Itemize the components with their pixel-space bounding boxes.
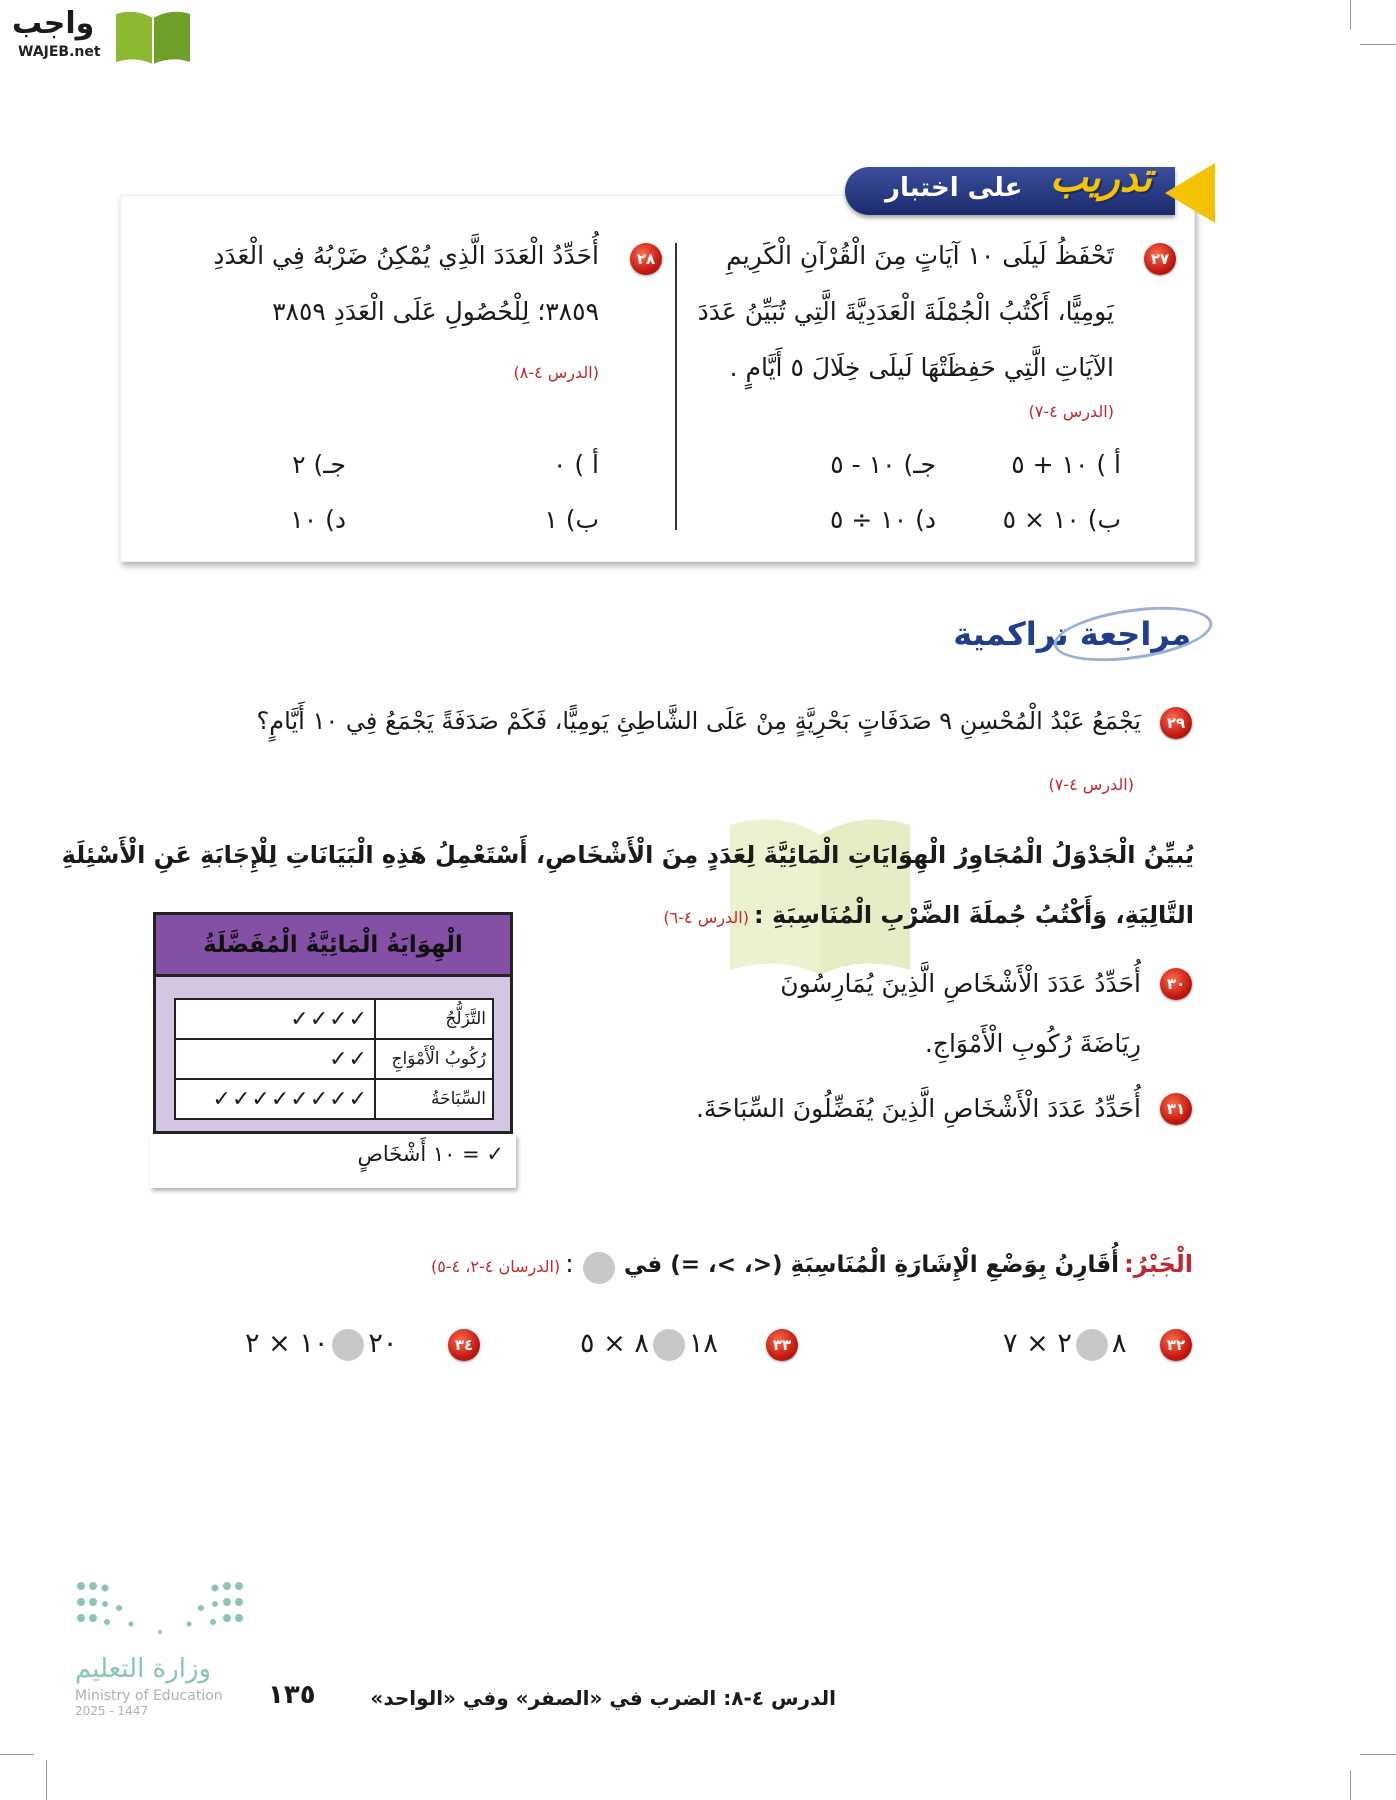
lesson-reference: (الدرسان ٤-٢، ٤-٥)	[430, 1257, 561, 1276]
row-label: التَّزَلُّجُ	[375, 999, 493, 1039]
lesson-reference: (الدرس ٤-٧)	[1048, 775, 1134, 794]
ministry-name-ar: وزارة التعليم	[75, 1654, 212, 1684]
comparison-right: ١٨	[688, 1328, 718, 1359]
table-intro-text: التَّالِيَةِ، وَأَكْتُبُ جُملَةَ الضَّرْبِ الْمُنَاسِبَةِ :	[754, 901, 1194, 929]
question-27-line: تَحْفَظُ لَيلَى ١٠ آيَاتٍ مِنَ الْقُرْآنِ الْكَرِيمِ	[726, 241, 1114, 270]
option-d[interactable]: د) ١٠	[290, 505, 346, 534]
table-intro-line: يُبيِّنُ الْجَدْوَلُ الْمُجَاوِرُ الْهِوَايَاتِ الْمَائِيَّةَ لِعَدَدٍ مِنَ الْأَشْخَاصِ، أَسْتَعْمِلُ هَذِهِ الْبَيَانَاتِ لِلْإِجَابَةِ عَنِ الْأَسْئِلَةِ	[61, 841, 1194, 869]
comparison-right: ٢٠	[368, 1328, 398, 1359]
table-legend: ✓ = ١٠ أَشْخَاصٍ	[150, 1134, 516, 1188]
year-label: 2025 - 1447	[75, 1704, 149, 1718]
option-b[interactable]: ب) ١	[544, 505, 599, 534]
logo-arabic-text: واجب	[12, 6, 95, 41]
ministry-name-en: Ministry of Education	[75, 1688, 223, 1704]
row-label: السِّبَاحَةُ	[375, 1079, 493, 1119]
question-number-badge: ٢٨	[630, 243, 662, 275]
blank-circle-icon	[583, 1252, 615, 1284]
crop-mark	[46, 1760, 47, 1800]
banner-title: تدريب	[1050, 155, 1152, 201]
answer-circle[interactable]	[653, 1329, 685, 1361]
question-number-badge: ٢٧	[1144, 243, 1176, 275]
crop-mark	[1350, 1770, 1351, 1800]
question-number-badge: ٣١	[1160, 1093, 1192, 1125]
row-label: رُكُوبُ الْأَمْوَاجِ	[375, 1039, 493, 1079]
algebra-instructions	[431, 1250, 1193, 1284]
lesson-reference: (الدرس ٤-٦)	[663, 908, 749, 927]
option-a[interactable]: أ ) ١٠ + ٥	[1011, 450, 1121, 479]
table-title: الْهِوَايَةُ الْمَائِيَّةُ الْمُفَضَّلَةُ	[156, 915, 510, 977]
answer-circle[interactable]	[332, 1329, 364, 1361]
answer-circle[interactable]	[1076, 1329, 1108, 1361]
question-28-line: ٣٨٥٩؛ لِلْحُصُولِ عَلَى الْعَدَدِ ٣٨٥٩	[272, 297, 599, 326]
open-book-icon	[112, 8, 194, 66]
option-d[interactable]: د) ١٠ ÷ ٥	[830, 505, 936, 534]
colon: :	[565, 1249, 574, 1278]
cumulative-review-heading	[953, 615, 1191, 653]
lesson-reference: (الدرس ٤-٨)	[513, 363, 599, 382]
crop-mark	[1360, 44, 1396, 45]
comparison-32	[1003, 1328, 1126, 1361]
crop-mark	[1360, 1754, 1396, 1755]
option-c[interactable]: جـ) ١٠ - ٥	[830, 450, 936, 479]
table-intro-line-2	[663, 902, 1194, 928]
column-divider	[675, 243, 677, 530]
crop-mark	[0, 1754, 34, 1755]
algebra-label: الْجَبْرُ:	[1124, 1250, 1193, 1278]
question-number-badge: ٣٤	[448, 1329, 480, 1361]
lesson-reference: (الدرس ٤-٧)	[1028, 402, 1114, 421]
banner-subtitle: على اختبار	[885, 173, 1023, 203]
logo-latin-text: WAJEB.net	[18, 44, 101, 60]
comparison-33	[580, 1328, 718, 1361]
footer-lesson-title: الدرس ٤-٨: الضرب في «الصفر» وفي «الواحد»	[370, 1686, 836, 1710]
algebra-text: أُقَارِنُ بِوَضْعِ الْإِشَارَةِ الْمُنَاسِبَةِ (<، >، =) في	[623, 1252, 1120, 1278]
question-27-line: الآيَاتِ الَّتِي حَفِظَتْهَا لَيلَى خِلَالَ ٥ أَيَّامٍ .	[729, 353, 1114, 382]
option-c[interactable]: جـ) ٢	[292, 450, 346, 479]
question-27-line: يَومِيًّا، أَكْتُبُ الْجُمْلَةَ الْعَدَدِيَّةَ الَّتِي تُبَيِّنُ عَدَدَ	[697, 297, 1114, 326]
option-b[interactable]: ب) ١٠ × ٥	[1002, 505, 1121, 534]
comparison-right: ٨	[1111, 1328, 1127, 1359]
water-hobbies-table	[153, 912, 513, 1134]
cumulative-review-title: مراجعة تراكمية	[953, 615, 1191, 653]
wajeb-logo[interactable]	[8, 4, 190, 66]
table-row	[175, 1079, 493, 1119]
question-number-badge: ٣٠	[1160, 968, 1192, 1000]
comparison-left: ٨ × ٥	[580, 1328, 649, 1359]
ministry-dots-icon	[75, 1580, 245, 1640]
question-28-line: أُحَدِّدُ الْعَدَدَ الَّذِي يُمْكِنُ ضَرْبُهُ فِي الْعَدَدِ	[213, 241, 599, 270]
question-number-badge: ٣٣	[766, 1329, 798, 1361]
crop-mark	[1350, 0, 1351, 30]
table-row	[175, 1039, 493, 1079]
page-number: ١٣٥	[268, 1680, 316, 1710]
question-31-text: أُحَدِّدُ عَدَدَ الْأَشْخَاصِ الَّذِينَ يُفَضِّلُونَ السِّبَاحَةَ.	[695, 1094, 1141, 1123]
comparison-left: ٢ × ٧	[1003, 1328, 1072, 1359]
table-row	[175, 999, 493, 1039]
comparison-34	[245, 1328, 397, 1361]
question-29-text: يَجْمَعُ عَبْدُ الْمُحْسِنِ ٩ صَدَفَاتٍ بَحْرِيَّةٍ مِنْ عَلَى الشَّاطِئِ يَومِيًّا، فَكَمْ صَدَفَةً يَجْمَعُ فِي ١٠ أَيَّامٍ؟	[256, 707, 1141, 735]
comparison-left: ١٠ × ٢	[245, 1328, 329, 1359]
test-practice-banner	[845, 155, 1215, 219]
row-tally: ✓✓✓✓	[175, 999, 375, 1039]
ministry-logo	[75, 1580, 255, 1735]
row-tally: ✓✓	[175, 1039, 375, 1079]
question-30-line: رِيَاضَةَ رُكُوبِ الْأَمْوَاجِ.	[924, 1029, 1141, 1058]
triangle-icon	[1165, 163, 1215, 223]
question-number-badge: ٣٢	[1160, 1329, 1192, 1361]
option-a[interactable]: أ ) ٠	[552, 450, 599, 479]
row-tally: ✓✓✓✓✓✓✓✓	[175, 1079, 375, 1119]
question-number-badge: ٢٩	[1160, 707, 1192, 739]
question-30-line: أُحَدِّدُ عَدَدَ الْأَشْخَاصِ الَّذِينَ يُمَارِسُونَ	[780, 969, 1141, 998]
